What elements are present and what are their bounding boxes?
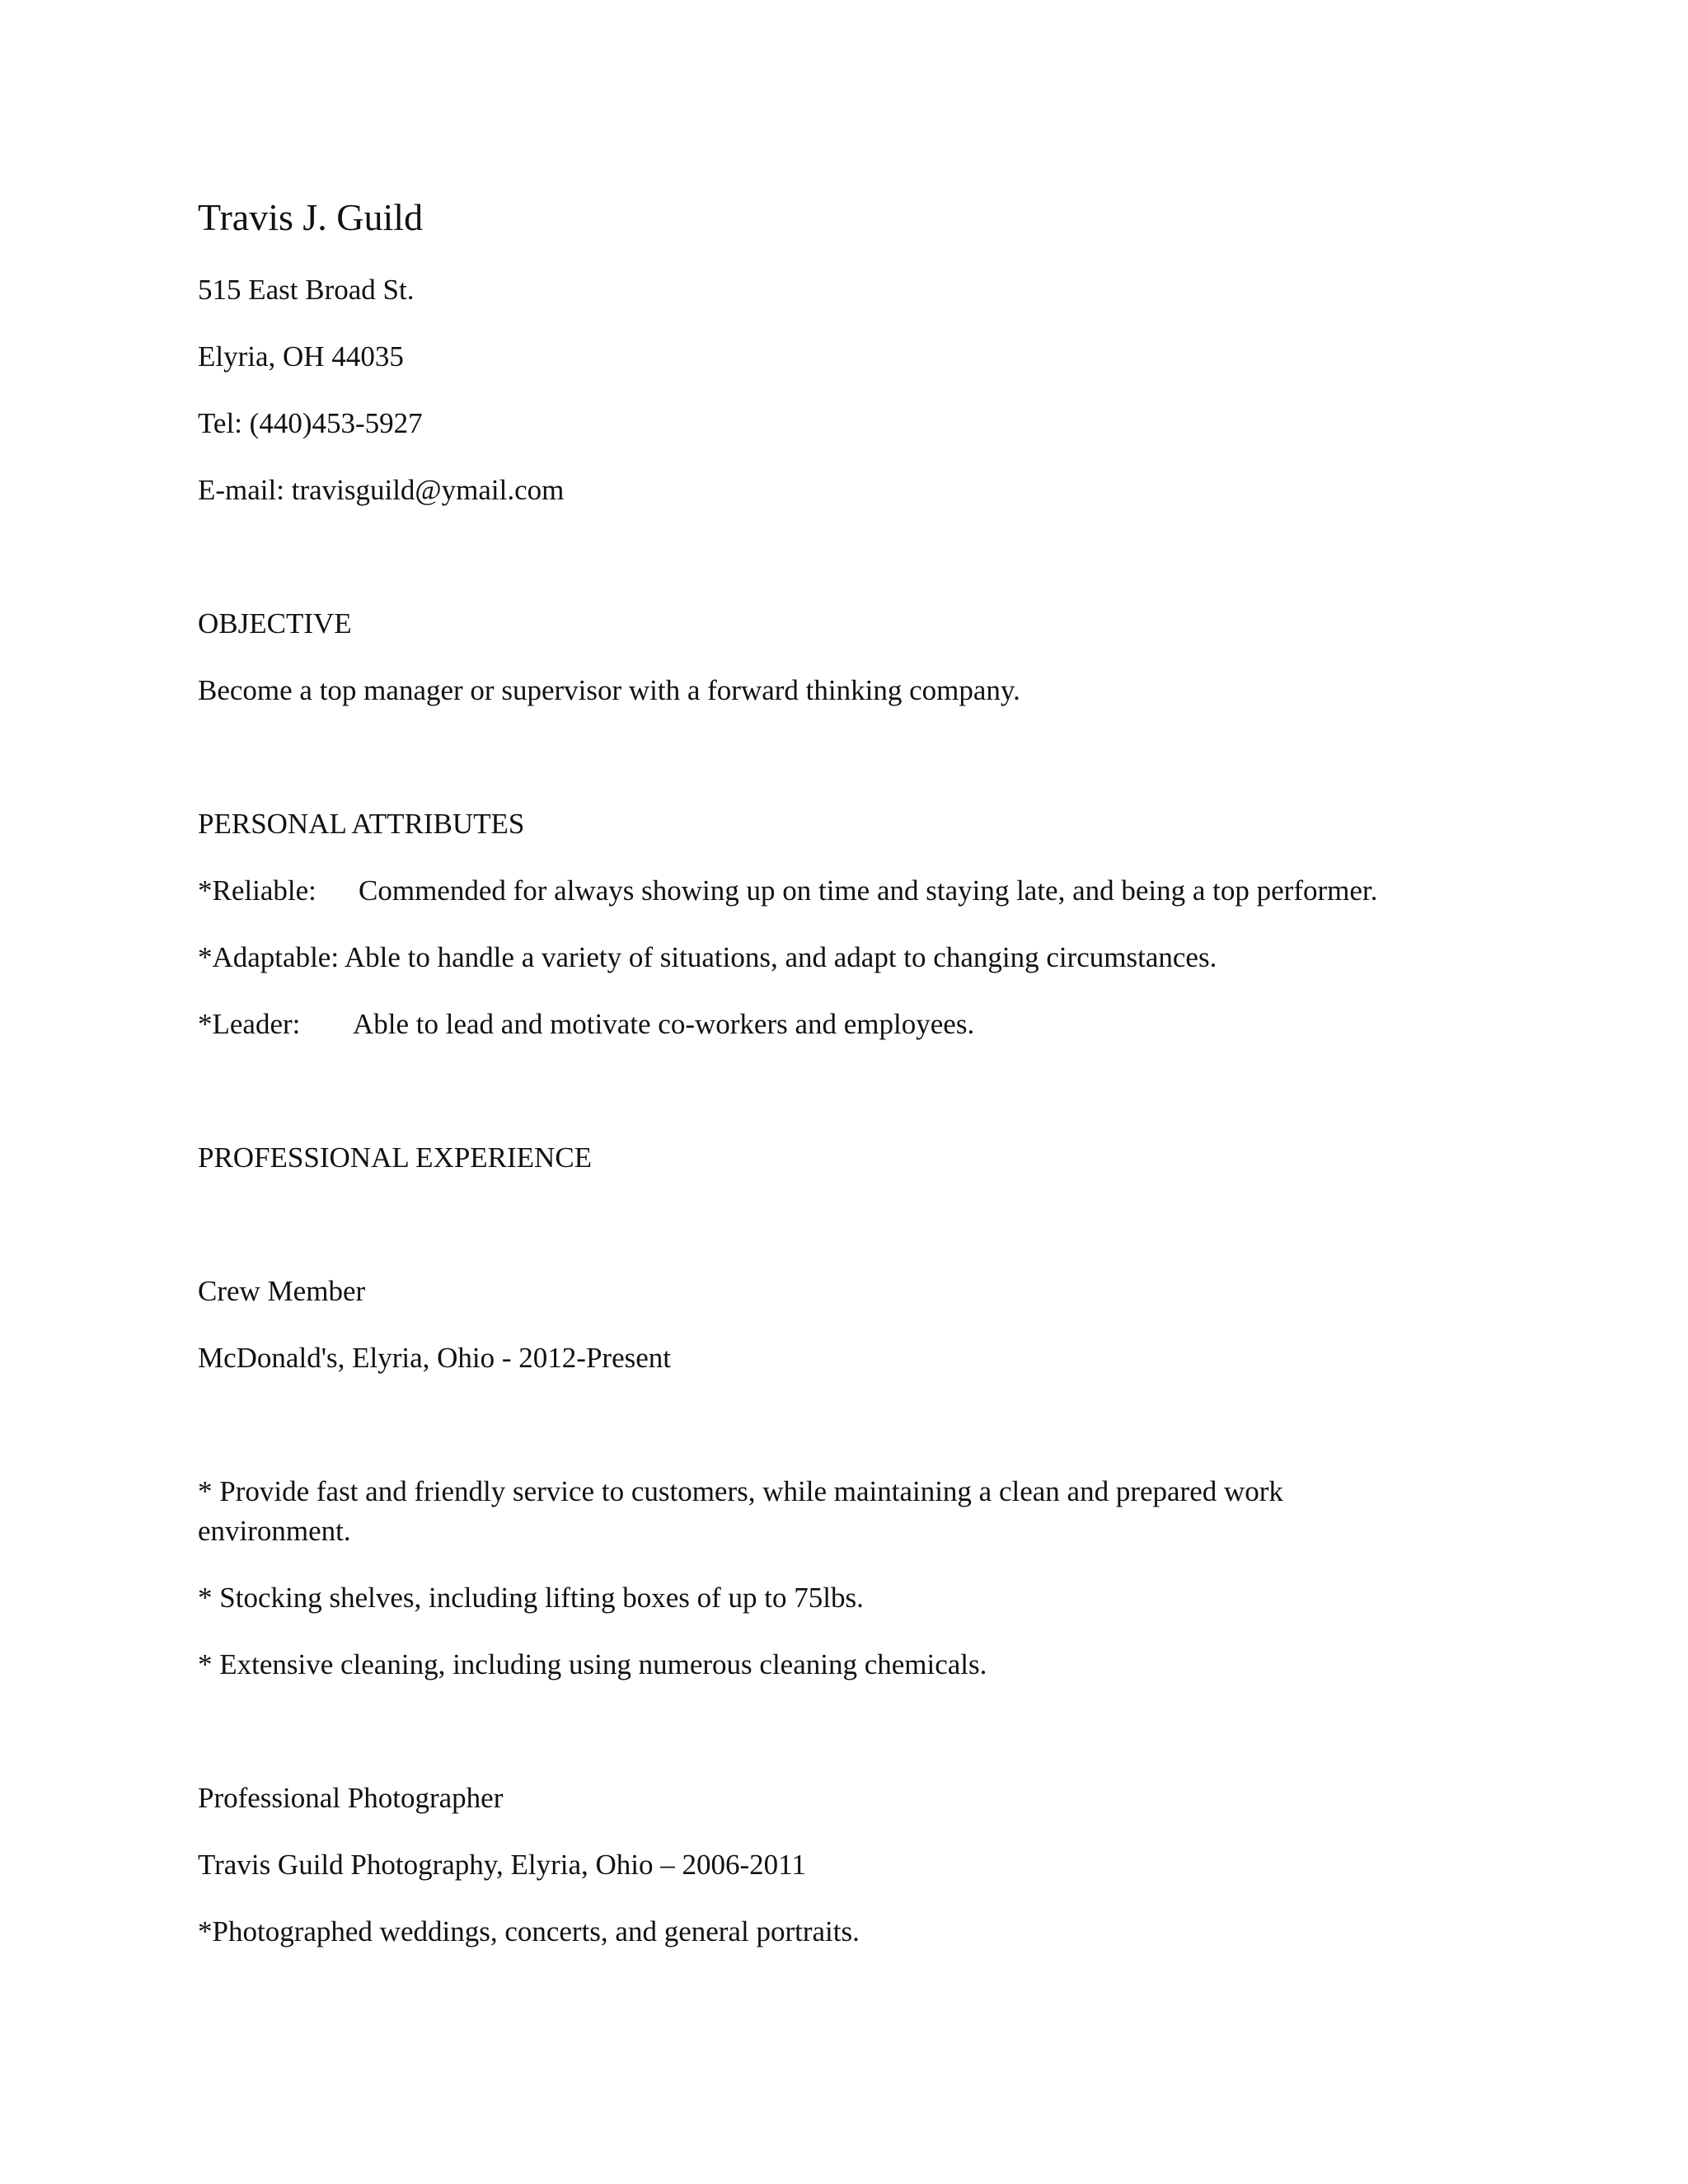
job-duty: *Photographed weddings, concerts, and general portraits. (198, 1915, 860, 1947)
job-duty: * Extensive cleaning, including using numerous cleaning chemicals. (198, 1648, 987, 1680)
attribute-text: Able to lead and motivate co-workers and employees. (353, 1008, 975, 1040)
job-employer: Travis Guild Photography, Elyria, Ohio – 2006-2011 (198, 1849, 806, 1881)
address-line-2: Elyria, OH 44035 (198, 340, 404, 373)
job-employer: McDonald's, Elyria, Ohio - 2012-Present (198, 1342, 671, 1374)
email-address: E-mail: travisguild@ymail.com (198, 474, 565, 506)
attribute-text: Commended for always showing up on time and staying late, and being a top performer. (359, 874, 1378, 907)
phone-number: Tel: (440)453-5927 (198, 407, 423, 439)
address-line-1: 515 East Broad St. (198, 274, 415, 306)
objective-heading: OBJECTIVE (198, 607, 352, 640)
attribute-item (198, 1005, 974, 1044)
attribute-item (198, 871, 1377, 911)
job-duty: * Provide fast and friendly service to customers, while maintaining a clean and prepared work environment. (198, 1475, 1283, 1547)
attributes-heading: PERSONAL ATTRIBUTES (198, 808, 525, 840)
job-duty: * Stocking shelves, including lifting boxes of up to 75lbs. (198, 1582, 864, 1614)
applicant-name: Travis J. Guild (198, 196, 424, 238)
attribute-label: *Reliable: (198, 874, 316, 907)
attribute-item (198, 938, 1217, 977)
experience-heading: PROFESSIONAL EXPERIENCE (198, 1141, 593, 1174)
attribute-label: *Adaptable: (198, 941, 340, 973)
attribute-label: *Leader: (198, 1008, 301, 1040)
objective-text: Become a top manager or supervisor with a forward thinking company. (198, 674, 1020, 706)
attribute-text: Able to handle a variety of situations, and adapt to changing circumstances. (344, 941, 1217, 973)
job-title: Crew Member (198, 1275, 366, 1307)
job-title: Professional Photographer (198, 1782, 504, 1814)
